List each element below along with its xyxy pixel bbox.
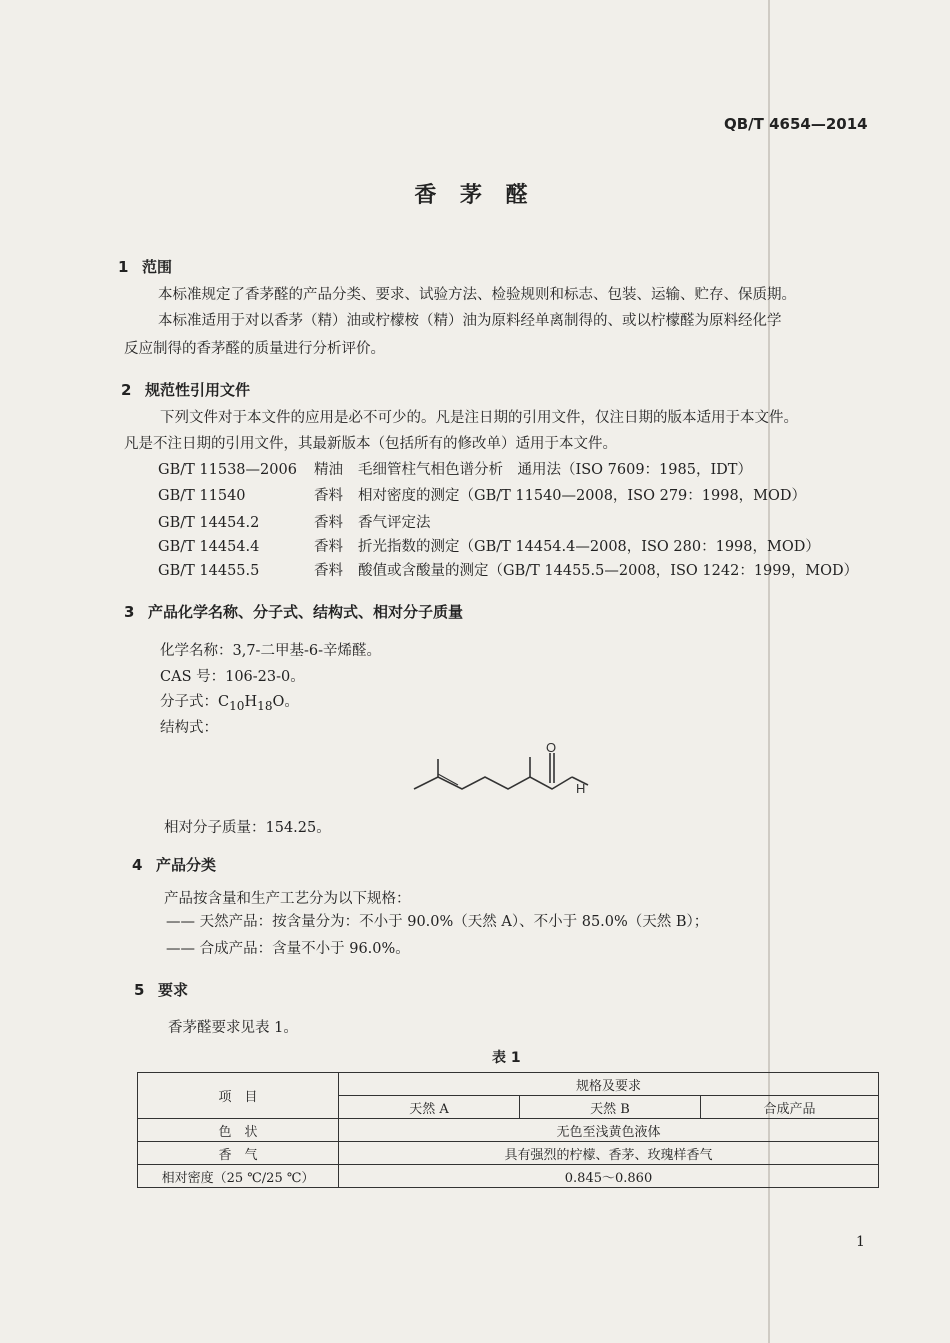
formula-h-count: 18 <box>257 698 273 713</box>
reference-item <box>158 484 806 505</box>
section-title: 要求 <box>158 981 189 999</box>
list-item: —— 合成产品：含量不小于 96.0%。 <box>166 941 410 957</box>
paragraph: 凡是不注日期的引用文件，其最新版本（包括所有的修改单）适用于本文件。 <box>124 436 617 452</box>
spec-header-cell: 规格及要求 <box>339 1073 879 1096</box>
reference-category: 香料 <box>314 488 343 504</box>
row-value: 无色至浅黄色液体 <box>339 1119 879 1142</box>
row-item: 相对密度（25 ℃/25 ℃） <box>138 1165 339 1188</box>
column-header: 天然 A <box>339 1096 520 1119</box>
hydrogen-atom-label: H <box>576 781 586 796</box>
molecule-bonds <box>414 753 588 789</box>
document-title: 香 茅 醛 <box>414 183 536 208</box>
page-number: 1 <box>856 1234 865 1250</box>
section-number: 4 <box>132 856 143 874</box>
reference-title: 香气评定法 <box>358 515 431 531</box>
reference-title: 相对密度的测定（GB/T 11540—2008，ISO 279：1998，MOD） <box>358 488 807 504</box>
section-3-heading <box>124 601 463 622</box>
section-number: 1 <box>118 258 129 276</box>
section-4-heading <box>132 854 216 875</box>
item-header-cell: 项 目 <box>138 1073 339 1119</box>
table-row <box>138 1165 879 1188</box>
section-title: 产品化学名称、分子式、结构式、相对分子质量 <box>148 603 464 621</box>
table-row <box>138 1142 879 1165</box>
section-5-heading <box>134 979 188 1000</box>
paragraph: 本标准适用于对以香茅（精）油或柠檬桉（精）油为原料经单离制得的、或以柠檬醛为原料经化学 <box>158 313 782 329</box>
reference-code: GB/T 14454.2 <box>158 515 260 531</box>
reference-category: 精油 <box>314 462 343 478</box>
paragraph: 产品按含量和生产工艺分为以下规格： <box>164 891 411 907</box>
section-number: 5 <box>134 981 145 999</box>
formula-prefix: 分子式：C <box>160 694 230 710</box>
reference-title: 毛细管柱气相色谱分析 通用法（ISO 7609：1985，IDT） <box>358 462 752 478</box>
column-header: 合成产品 <box>701 1096 879 1119</box>
section-number: 3 <box>124 603 135 621</box>
row-item: 香 气 <box>138 1142 339 1165</box>
row-value: 具有强烈的柠檬、香茅、玫瑰样香气 <box>339 1142 879 1165</box>
reference-category: 香料 <box>314 563 343 579</box>
table-header-row <box>138 1073 879 1096</box>
formula-h-prefix: H <box>244 694 258 710</box>
chemical-name: 化学名称：3,7-二甲基-6-辛烯醛。 <box>160 643 381 659</box>
reference-code: GB/T 14454.4 <box>158 539 260 555</box>
section-number: 2 <box>121 381 132 399</box>
paragraph: 香茅醛要求见表 1。 <box>168 1020 298 1036</box>
molecular-mass: 相对分子质量：154.25。 <box>164 820 331 836</box>
reference-code: GB/T 11538—2006 <box>158 462 297 478</box>
section-title: 产品分类 <box>156 856 217 874</box>
row-value: 0.845～0.860 <box>339 1165 879 1188</box>
requirements-table <box>137 1072 879 1188</box>
section-2-heading <box>121 379 250 400</box>
formula-c-count: 10 <box>229 698 245 713</box>
list-item: —— 天然产品：按含量分为：不小于 90.0%（天然 A）、不小于 85.0%（天然 B）； <box>166 914 709 930</box>
section-1-heading <box>118 256 172 277</box>
reference-item <box>158 559 858 580</box>
row-item: 色 状 <box>138 1119 339 1142</box>
reference-code: GB/T 14455.5 <box>158 563 260 579</box>
table-row <box>138 1119 879 1142</box>
formula-suffix: O。 <box>272 694 299 710</box>
cas-number: CAS 号：106-23-0。 <box>160 669 305 685</box>
reference-item <box>158 458 752 479</box>
standard-number: QB/T 4654—2014 <box>724 115 868 133</box>
reference-code: GB/T 11540 <box>158 488 246 504</box>
reference-item <box>158 511 431 532</box>
reference-category: 香料 <box>314 515 343 531</box>
molecular-formula <box>160 690 299 713</box>
paragraph: 反应制得的香茅醛的质量进行分析评价。 <box>124 341 385 357</box>
paragraph: 下列文件对于本文件的应用是必不可少的。凡是注日期的引用文件，仅注日期的版本适用于本文件。 <box>160 410 798 426</box>
reference-item <box>158 535 820 556</box>
structure-label: 结构式： <box>160 720 218 736</box>
structural-formula <box>400 735 600 805</box>
section-title: 范围 <box>142 258 173 276</box>
section-title: 规范性引用文件 <box>145 381 251 399</box>
table-caption: 表 1 <box>492 1050 521 1066</box>
reference-title: 折光指数的测定（GB/T 14454.4—2008，ISO 280：1998，MOD） <box>358 539 820 555</box>
reference-title: 酸值或含酸量的测定（GB/T 14455.5—2008，ISO 1242：1999，MOD） <box>358 563 859 579</box>
reference-category: 香料 <box>314 539 343 555</box>
paragraph: 本标准规定了香茅醛的产品分类、要求、试验方法、检验规则和标志、包装、运输、贮存、保质期。 <box>158 287 796 303</box>
column-header: 天然 B <box>520 1096 701 1119</box>
oxygen-atom-label: O <box>546 740 557 755</box>
